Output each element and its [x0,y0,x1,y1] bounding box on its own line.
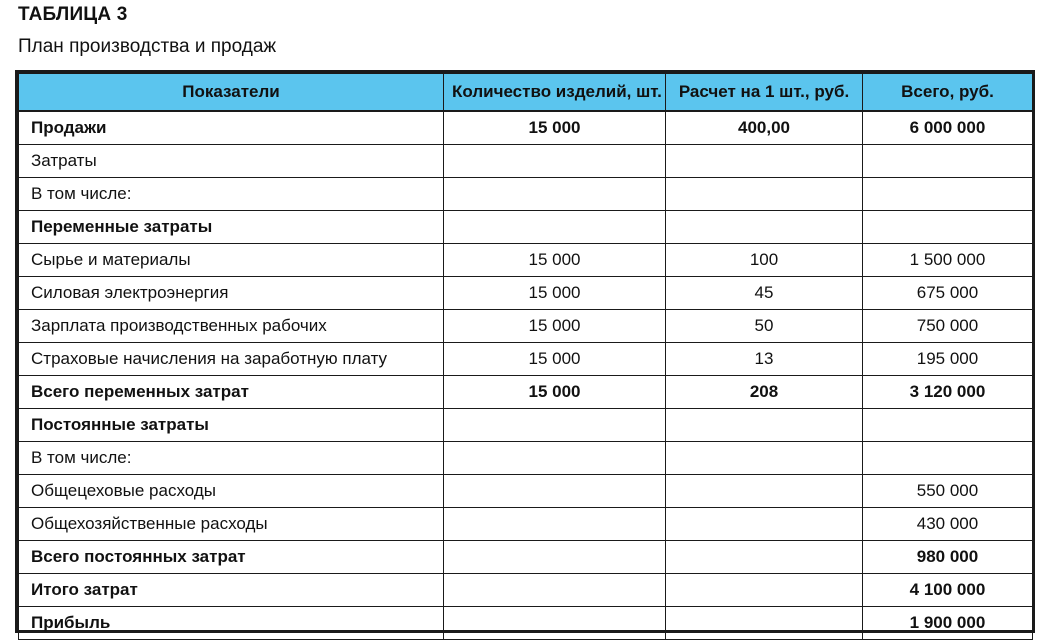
row-label: В том числе: [19,442,444,475]
row-per-unit [666,508,863,541]
header-total: Всего, руб. [863,74,1033,112]
row-total [863,211,1033,244]
row-label: Прибыль [19,607,444,640]
row-quantity [444,211,666,244]
header-quantity: Количество изделий, шт. [444,74,666,112]
table-row [19,145,1033,178]
table-row [19,508,1033,541]
table-row [19,376,1033,409]
table-row [19,541,1033,574]
row-per-unit [666,442,863,475]
row-per-unit [666,574,863,607]
row-quantity [444,442,666,475]
row-label: Общецеховые расходы [19,475,444,508]
header-indicators: Показатели [19,74,444,112]
table-row [19,343,1033,376]
table-row [19,211,1033,244]
row-per-unit [666,607,863,640]
row-per-unit [666,409,863,442]
row-label: Постоянные затраты [19,409,444,442]
row-quantity [444,178,666,211]
row-label: Страховые начисления на заработную плату [19,343,444,376]
table-row [19,442,1033,475]
table-header-row [19,74,1033,112]
row-per-unit [666,178,863,211]
row-per-unit [666,211,863,244]
row-quantity: 15 000 [444,343,666,376]
row-total: 675 000 [863,277,1033,310]
row-label: Силовая электроэнергия [19,277,444,310]
row-label: Продажи [19,111,444,145]
row-total [863,409,1033,442]
row-label: Сырье и материалы [19,244,444,277]
table-row [19,244,1033,277]
row-total: 980 000 [863,541,1033,574]
row-total: 1 500 000 [863,244,1033,277]
row-quantity [444,508,666,541]
table-row [19,111,1033,145]
row-quantity [444,475,666,508]
row-total: 550 000 [863,475,1033,508]
row-per-unit: 13 [666,343,863,376]
row-label: Затраты [19,145,444,178]
row-total [863,442,1033,475]
table-row [19,574,1033,607]
row-total: 4 100 000 [863,574,1033,607]
row-quantity [444,145,666,178]
row-total: 195 000 [863,343,1033,376]
row-quantity: 15 000 [444,277,666,310]
row-per-unit: 100 [666,244,863,277]
row-total: 3 120 000 [863,376,1033,409]
row-per-unit [666,541,863,574]
row-per-unit: 400,00 [666,111,863,145]
row-per-unit [666,475,863,508]
row-per-unit: 45 [666,277,863,310]
row-label: Переменные затраты [19,211,444,244]
row-label: Общехозяйственные расходы [19,508,444,541]
row-label: Всего постоянных затрат [19,541,444,574]
row-quantity [444,409,666,442]
row-total: 1 900 000 [863,607,1033,640]
header-per-unit: Расчет на 1 шт., руб. [666,74,863,112]
row-total: 6 000 000 [863,111,1033,145]
row-total: 750 000 [863,310,1033,343]
table-row [19,607,1033,640]
table-row [19,409,1033,442]
row-quantity [444,574,666,607]
row-total: 430 000 [863,508,1033,541]
row-label: Всего переменных затрат [19,376,444,409]
table-row [19,475,1033,508]
table-row [19,178,1033,211]
row-quantity: 15 000 [444,376,666,409]
table-subtitle: План производства и продаж [18,36,277,57]
row-label: В том числе: [19,178,444,211]
row-quantity: 15 000 [444,310,666,343]
row-quantity: 15 000 [444,111,666,145]
table-body [19,111,1033,640]
row-total [863,178,1033,211]
row-label: Итого затрат [19,574,444,607]
table-row [19,277,1033,310]
row-quantity [444,541,666,574]
row-per-unit: 208 [666,376,863,409]
row-label: Зарплата производственных рабочих [19,310,444,343]
row-per-unit [666,145,863,178]
table-row [19,310,1033,343]
row-quantity [444,607,666,640]
table-title: ТАБЛИЦА 3 [18,4,128,25]
row-quantity: 15 000 [444,244,666,277]
row-per-unit: 50 [666,310,863,343]
production-sales-table [15,70,1035,633]
row-total [863,145,1033,178]
